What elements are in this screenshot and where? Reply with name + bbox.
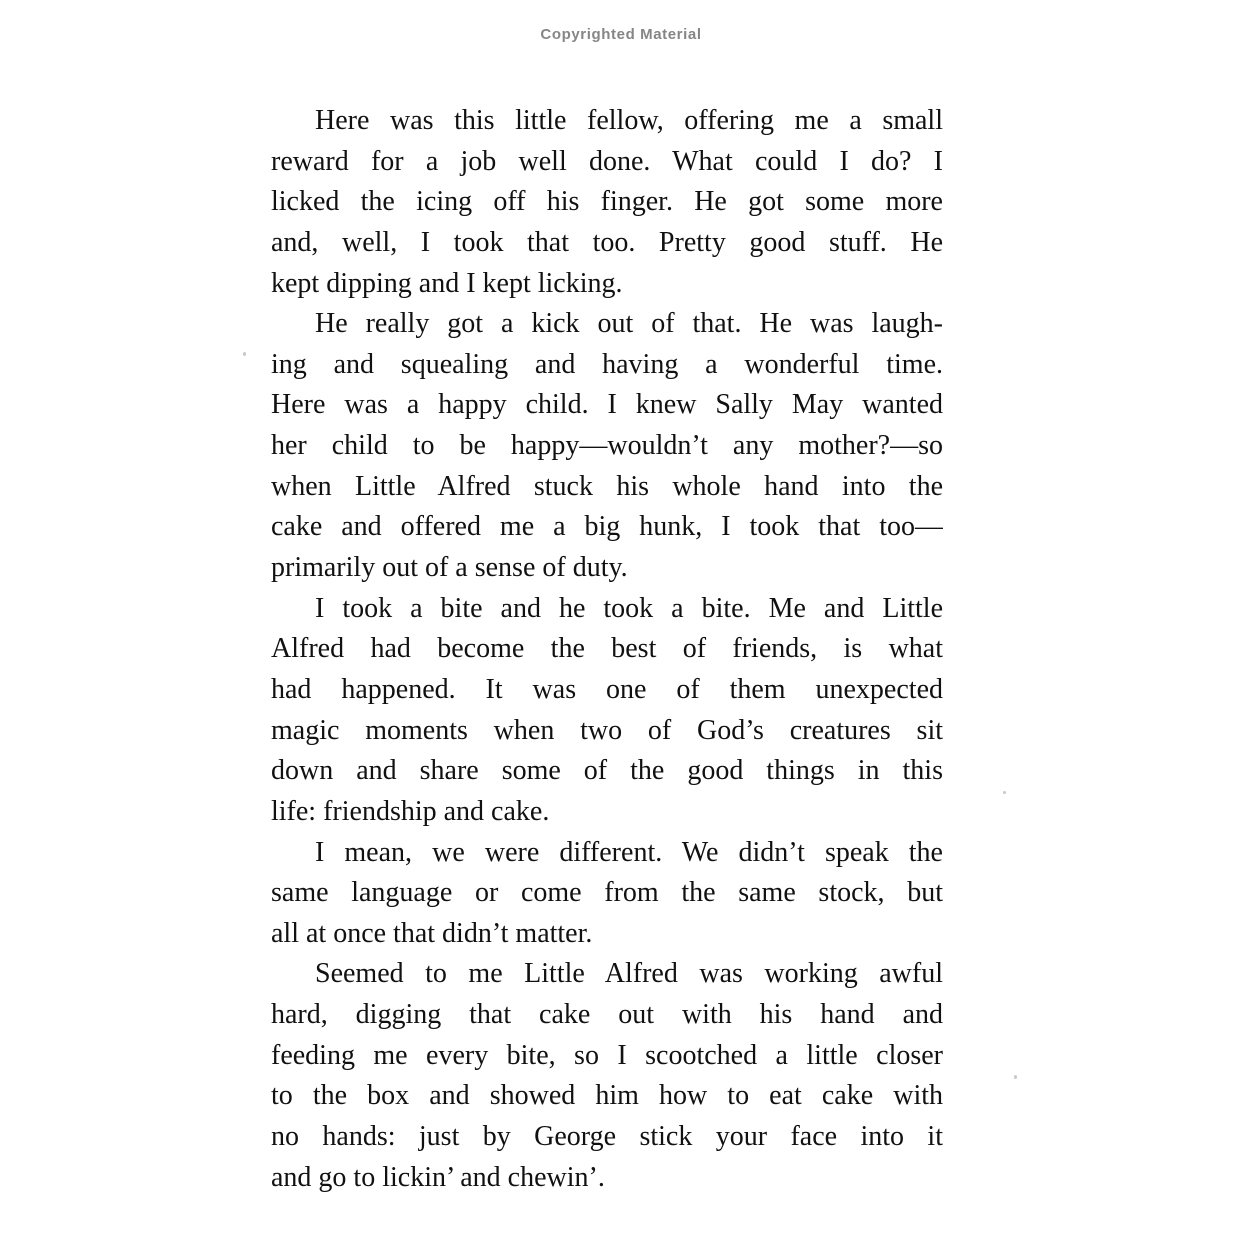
text-line: Here was this little fellow, offering me a small [315, 105, 943, 136]
text-line: reward for a job well done. What could I do? I [271, 145, 943, 177]
text-line: Seemed to me Little Alfred was working awful [315, 958, 943, 990]
text-line: same language or come from the same stock, but [271, 877, 943, 909]
paragraph [271, 833, 943, 955]
text-line: to the box and showed him how to eat cake with [271, 1080, 943, 1112]
text-line: licked the icing off his finger. He got some more [271, 186, 943, 218]
text-line: feeding me every bite, so I scootched a little closer [271, 1039, 943, 1071]
paragraph [271, 589, 943, 833]
text-line: and go to lickin’ and chewin’. [271, 1161, 605, 1193]
text-line: life: friendship and cake. [271, 795, 550, 827]
text-line: Here was a happy child. I knew Sally May wanted [271, 389, 943, 421]
text-line: hard, digging that cake out with his hand and [271, 999, 943, 1031]
paragraph [271, 304, 943, 588]
text-line: all at once that didn’t matter. [271, 917, 593, 949]
text-line: ing and squealing and having a wonderful time. [271, 348, 943, 380]
scan-speck [1003, 791, 1006, 794]
text-line: cake and offered me a big hunk, I took that too— [271, 511, 943, 543]
copyright-notice: Copyrighted Material [540, 26, 702, 43]
text-line: her child to be happy—wouldn’t any mother?—so [271, 430, 943, 462]
paragraph [271, 101, 943, 304]
text-line: had happened. It was one of them unexpected [271, 673, 943, 705]
text-line: primarily out of a sense of duty. [271, 552, 628, 584]
page-text [271, 101, 943, 1198]
text-line: magic moments when two of God’s creatures sit [271, 714, 943, 746]
text-line: He really got a kick out of that. He was laugh- [315, 308, 943, 340]
text-line: no hands: just by George stick your face into it [271, 1121, 943, 1153]
text-line: Alfred had become the best of friends, is what [271, 633, 943, 665]
scan-speck [1014, 1075, 1017, 1079]
text-line: I mean, we were different. We didn’t speak the [315, 836, 943, 868]
text-line: and, well, I took that too. Pretty good stuff. He [271, 226, 943, 258]
text-line: down and share some of the good things in this [271, 755, 943, 787]
scan-speck [243, 352, 246, 356]
text-line: kept dipping and I kept licking. [271, 267, 623, 299]
text-line: I took a bite and he took a bite. Me and Little [315, 592, 943, 624]
text-line: when Little Alfred stuck his whole hand into the [271, 470, 943, 502]
paragraph [271, 954, 943, 1198]
